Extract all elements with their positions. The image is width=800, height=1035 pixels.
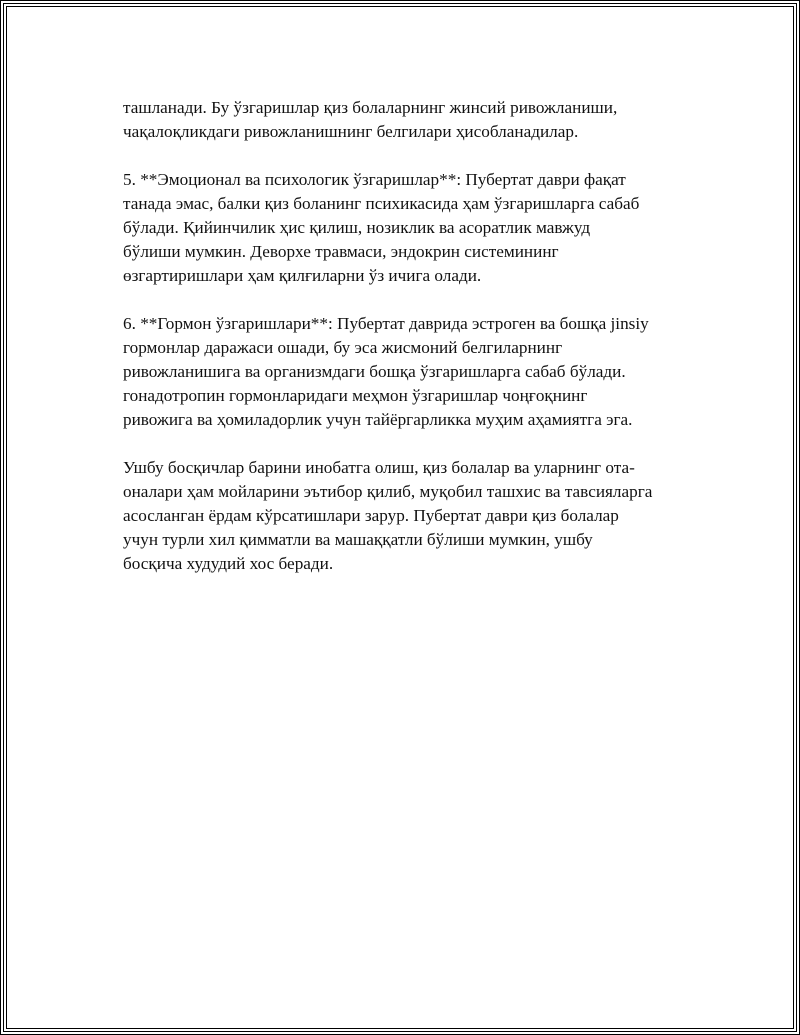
document-body — [123, 96, 693, 600]
text-line: ташланади. Бу ўзгаришлар қиз болаларнинг жинсий ривожланиши, — [123, 98, 618, 117]
text-line: ривожланишига ва организмдаги бошқа ўзгаришларга сабаб бўлади. — [123, 362, 626, 381]
paragraph-continuation — [123, 96, 693, 144]
text-line: гормонлар даражаси ошади, бу эса жисмоний белгиларнинг — [123, 338, 563, 357]
text-line: чақалоқликдаги ривожланишнинг белгилари ҳисобланадилар. — [123, 122, 579, 141]
text-line: бўлади. Қийинчилик ҳис қилиш, нозиклик ва асоратлик мавжуд — [123, 218, 591, 237]
text-line: оналари ҳам мойларини эътибор қилиб, муқобил ташхис ва тавсияларга — [123, 482, 653, 501]
text-line: ривожига ва ҳомиладорлик учун тайёргарликка муҳим аҳамиятга эга. — [123, 410, 633, 429]
text-line: бўлиши мумкин. Деворхе травмаси, эндокрин системининг — [123, 242, 559, 261]
text-line: танада эмас, балки қиз боланинг психикасида ҳам ўзгаришларга сабаб — [123, 194, 640, 213]
text-line: Ушбу босқичлар барини инобатга олиш, қиз болалар ва уларнинг ота- — [123, 458, 635, 477]
text-line: 6. **Гормон ўзгаришлари**: Пубертат даврида эстроген ва бошқа jinsiy — [123, 314, 649, 333]
text-line: гонадотропин гормонларидаги меҳмон ўзгаришлар чоңғоқнинг — [123, 386, 588, 405]
text-line: асосланган ёрдам кўрсатишлари зарур. Пубертат даври қиз болалар — [123, 506, 619, 525]
paragraph-emotional-changes — [123, 168, 693, 288]
text-line: учун турли хил қимматли ва машаққатли бўлиши мумкин, ушбу — [123, 530, 593, 549]
text-line: босқича худудий хос беради. — [123, 554, 334, 573]
paragraph-conclusion — [123, 456, 693, 576]
paragraph-hormone-changes — [123, 312, 693, 432]
text-line: 5. **Эмоционал ва психологик ўзгаришлар**: Пубертат даври фақат — [123, 170, 626, 189]
text-line: өзгартиришлари ҳам қилғиларни ўз ичига олади. — [123, 266, 482, 285]
